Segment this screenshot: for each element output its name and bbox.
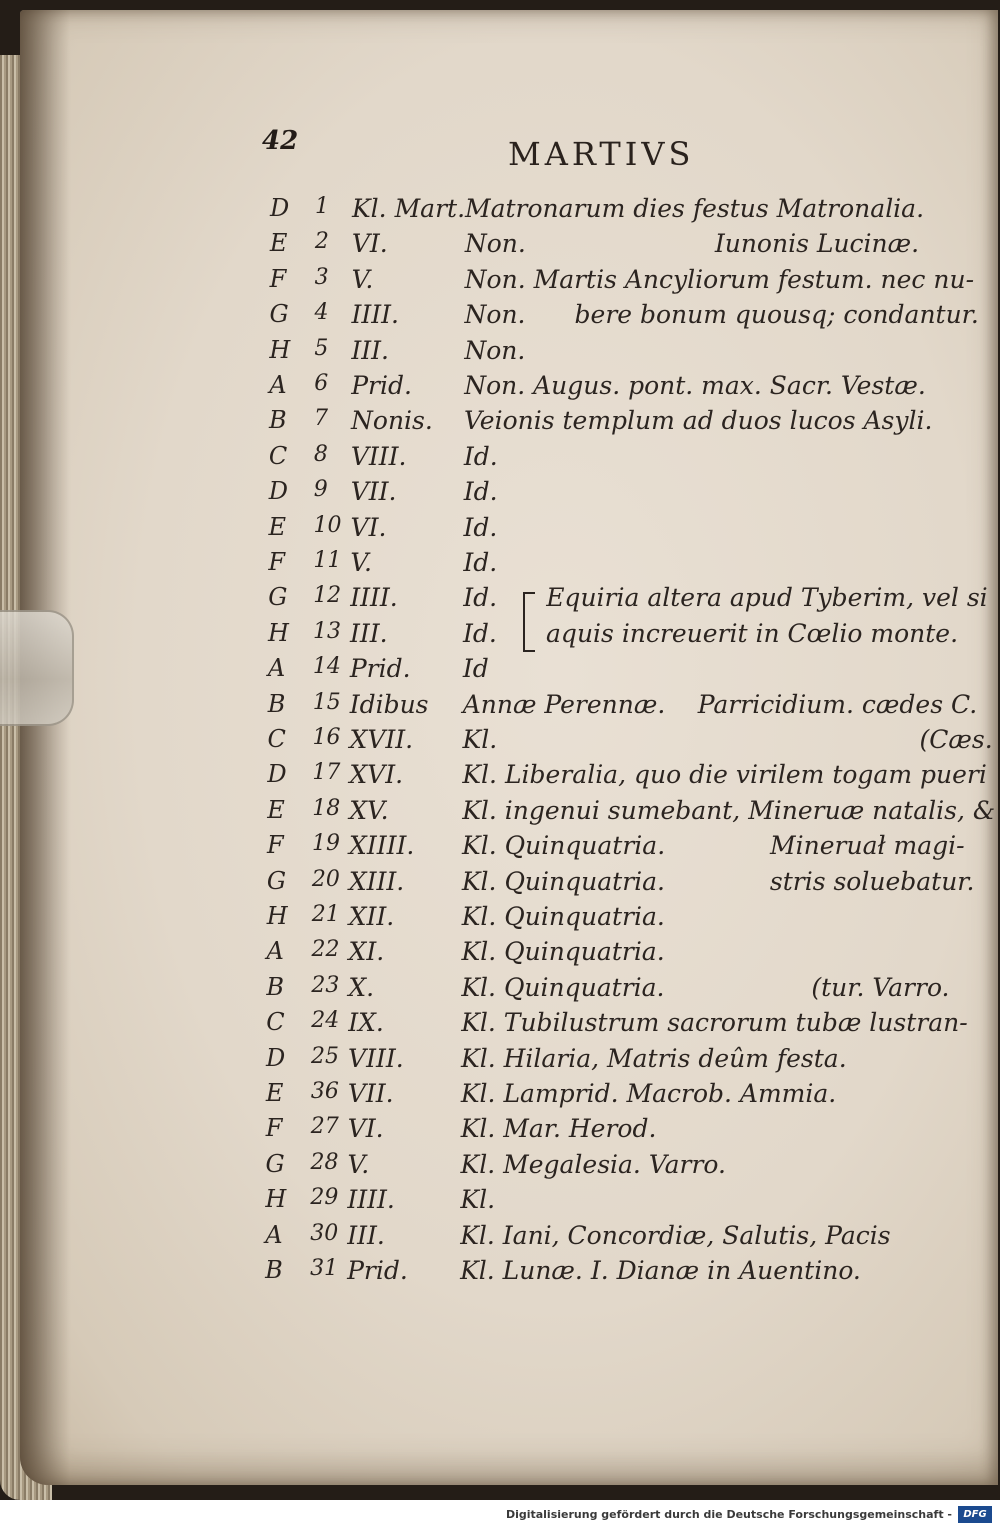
- roman-date: VI.: [347, 1114, 384, 1144]
- festival-note: Veionis templum ad duos lucos Asyli.: [464, 406, 933, 436]
- calendar-row: [0, 1043, 996, 1080]
- roman-date: IIII.: [351, 300, 399, 330]
- dominical-letter: D: [266, 1043, 286, 1072]
- roman-date: VI.: [351, 229, 388, 259]
- calendar-row: [0, 373, 999, 407]
- festival-note: Id.: [463, 441, 498, 471]
- roman-date: XIIII.: [349, 831, 415, 861]
- day-number: 19: [312, 831, 341, 857]
- roman-date: XV.: [349, 795, 389, 825]
- calendar-row: [0, 231, 1000, 265]
- roman-date: III.: [350, 618, 388, 648]
- calendar-row: [0, 1116, 996, 1150]
- festival-note-extra: Parricidium. cædes C.: [697, 689, 978, 719]
- festival-note: Kl. Hilaria, Matris deûm festa.: [461, 1043, 847, 1073]
- dominical-letter: A: [265, 1220, 283, 1249]
- calendar-row: [0, 1220, 995, 1257]
- dominical-letter: C: [268, 441, 288, 470]
- calendar-row: [0, 656, 998, 690]
- dominical-letter: D: [270, 194, 290, 222]
- festival-note: Non.: [464, 229, 526, 259]
- roman-date: XII.: [348, 902, 395, 931]
- day-number: 20: [311, 866, 340, 892]
- day-number: 4: [314, 300, 329, 326]
- festival-note: Id.: [463, 512, 498, 542]
- festival-note-extra: Equiria altera apud Tyberim, vel si: [546, 583, 988, 613]
- day-number: 13: [313, 618, 342, 644]
- festival-note: Id.: [463, 618, 497, 648]
- day-number: 6: [314, 371, 329, 396]
- roman-date: X.: [348, 972, 375, 1002]
- festival-note: Kl. ingenui sumebant, Mineruæ natalis, &: [462, 795, 996, 825]
- day-number: 5: [314, 335, 329, 361]
- dominical-letter: A: [269, 371, 287, 399]
- calendar-row: [0, 972, 996, 1009]
- day-number: 18: [312, 795, 341, 821]
- festival-note: Id: [462, 654, 489, 684]
- calendar-row: [0, 1258, 995, 1292]
- month-title: MARTIVS: [508, 135, 695, 173]
- dominical-letter: H: [268, 618, 289, 647]
- day-number: 9: [313, 477, 328, 503]
- day-number: 3: [314, 264, 329, 290]
- roman-date: Idibus: [349, 689, 429, 719]
- calendar-row: [0, 1149, 996, 1186]
- day-number: 22: [311, 937, 340, 963]
- day-number: 21: [311, 902, 340, 927]
- roman-date: XVII.: [349, 725, 414, 754]
- calendar-row: [0, 264, 1000, 301]
- day-number: 31: [310, 1256, 339, 1281]
- day-number: 10: [313, 512, 342, 538]
- festival-note: Kl. Megalesia. Varro.: [460, 1149, 726, 1179]
- festival-note: Kl. Quinquatria.: [461, 937, 665, 967]
- roman-date: VII.: [350, 477, 397, 507]
- day-number: 15: [312, 689, 341, 715]
- dominical-letter: A: [266, 937, 284, 966]
- calendar-row: [0, 1010, 996, 1044]
- dominical-letter: H: [265, 1185, 287, 1214]
- roman-date: IIII.: [350, 583, 398, 613]
- day-number: 29: [310, 1185, 339, 1211]
- day-number: 36: [310, 1079, 339, 1104]
- day-number: 12: [313, 583, 342, 609]
- festival-note: Id.: [463, 583, 498, 613]
- festival-note: Kl. Quinquatria.: [461, 972, 665, 1002]
- roman-date: IIII.: [347, 1185, 395, 1215]
- festival-note: Kl. Mar. Herod.: [460, 1114, 657, 1144]
- calendar-row: [0, 866, 997, 903]
- festival-note: Id.: [463, 477, 498, 507]
- dominical-letter: G: [269, 300, 289, 329]
- dominical-letter: B: [265, 1256, 283, 1284]
- festival-note-extra: Iunonis Lucinæ.: [714, 229, 920, 259]
- day-number: 16: [312, 725, 341, 750]
- dominical-letter: F: [268, 548, 286, 576]
- festival-note: Kl. Liberalia, quo die virilem togam pueri: [462, 760, 987, 790]
- dominical-letter: A: [267, 654, 286, 683]
- roman-date: Kl. Mart.: [352, 194, 466, 223]
- roman-date: Prid.: [349, 654, 411, 684]
- festival-note: Kl. Quinquatria.: [461, 866, 665, 896]
- calendar-row: [0, 408, 999, 442]
- festival-note: Non.: [464, 300, 526, 330]
- festival-note-extra: aquis increuerit in Cœlio monte.: [546, 618, 959, 648]
- dominical-letter: D: [268, 477, 288, 506]
- day-number: 30: [310, 1220, 339, 1246]
- festival-note-extra: (Cæs.: [919, 725, 993, 754]
- dominical-letter: G: [266, 866, 287, 895]
- festival-note-extra: stris soluebatur.: [769, 866, 975, 896]
- dominical-letter: B: [267, 689, 286, 718]
- festival-note-extra: bere bonum quousq; condantur.: [574, 300, 979, 330]
- dominical-letter: E: [265, 1079, 284, 1107]
- festival-note: Kl. Lamprid. Macrob. Ammia.: [460, 1079, 837, 1108]
- calendar-row: [0, 795, 997, 832]
- roman-date: XIII.: [348, 866, 405, 896]
- day-number: 14: [312, 654, 341, 680]
- dominical-letter: F: [267, 831, 284, 860]
- calendar-row: [0, 585, 998, 619]
- calendar-row: [0, 512, 999, 549]
- roman-date: III.: [347, 1220, 385, 1250]
- day-number: 7: [314, 406, 329, 432]
- roman-date: Prid.: [347, 1256, 408, 1285]
- roman-date: IX.: [348, 1008, 384, 1038]
- dominical-letter: B: [266, 972, 285, 1001]
- festival-note: Kl. Quinquatria.: [461, 902, 665, 931]
- dominical-letter: F: [265, 1114, 283, 1143]
- dominical-letter: B: [269, 406, 287, 435]
- roman-date: Nonis.: [351, 406, 433, 436]
- dominical-letter: C: [267, 725, 286, 753]
- calendar-row: [0, 479, 999, 513]
- dominical-letter: G: [268, 583, 288, 612]
- dominical-letter: H: [269, 335, 291, 364]
- calendar-row: [0, 1187, 995, 1221]
- roman-date: V.: [351, 264, 374, 294]
- roman-date: V.: [347, 1149, 370, 1179]
- festival-note-extra: Mineruał magi-: [770, 831, 965, 861]
- dominical-letter: E: [268, 512, 287, 541]
- festival-note: Kl. Quinquatria.: [462, 831, 666, 861]
- calendar-row: [0, 1081, 996, 1115]
- roman-date: VI.: [350, 512, 387, 542]
- calendar-row: [0, 196, 1000, 230]
- dominical-letter: H: [266, 902, 288, 930]
- calendar-row: [0, 904, 997, 938]
- calendar-row: [0, 550, 998, 584]
- roman-date: XVI.: [349, 760, 404, 790]
- funding-credit: Digitalisierung gefördert durch die Deutsche Forschungsgemeinschaft -: [505, 1508, 952, 1521]
- dominical-letter: D: [267, 760, 287, 789]
- dominical-letter: G: [265, 1149, 285, 1178]
- calendar-row: [0, 441, 999, 478]
- day-number: 2: [314, 229, 329, 255]
- calendar-row: [0, 335, 999, 372]
- dominical-letter: E: [267, 795, 285, 824]
- day-number: 27: [310, 1114, 339, 1140]
- day-number: 17: [312, 760, 341, 786]
- day-number: 28: [310, 1149, 339, 1175]
- festival-note: Non.: [464, 335, 526, 365]
- roman-date: VIII.: [348, 1043, 404, 1073]
- day-number: 23: [311, 972, 340, 998]
- footer-bar: [0, 1500, 1000, 1529]
- festival-note: Annæ Perennæ.: [462, 689, 666, 719]
- roman-date: Prid.: [351, 371, 412, 400]
- festival-note-extra: (tur. Varro.: [811, 972, 950, 1002]
- festival-note: Non. Augus. pont. max. Sacr. Vestæ.: [464, 371, 926, 400]
- roman-date: VIII.: [350, 441, 407, 471]
- festival-note: Matronarum dies festus Matronalia.: [465, 194, 925, 223]
- festival-note: Kl. Iani, Concordiæ, Salutis, Pacis: [460, 1220, 891, 1250]
- dominical-letter: E: [269, 229, 288, 258]
- calendar-row: [0, 939, 997, 973]
- dominical-letter: C: [266, 1008, 285, 1037]
- bracket-mark: [523, 592, 535, 652]
- festival-note: Kl.: [460, 1185, 496, 1215]
- roman-date: XI.: [348, 937, 385, 967]
- roman-date: III.: [351, 335, 389, 365]
- calendar-row: [0, 689, 998, 726]
- roman-date: V.: [350, 548, 372, 577]
- day-number: 1: [315, 194, 329, 219]
- calendar-row: [0, 618, 998, 655]
- calendar-row: [0, 833, 997, 867]
- calendar-row: [0, 762, 997, 796]
- festival-note: Non. Martis Ancyliorum festum. nec nu-: [464, 264, 975, 294]
- day-number: 25: [311, 1043, 340, 1069]
- festival-note: Kl. Tubilustrum sacrorum tubæ lustran-: [461, 1008, 968, 1038]
- festival-note: Id.: [463, 548, 498, 577]
- day-number: 24: [311, 1008, 340, 1034]
- festival-note: Kl.: [462, 725, 498, 754]
- page-number: 42: [262, 126, 299, 156]
- day-number: 11: [313, 548, 342, 573]
- festival-note: Kl. Lunæ. I. Dianæ in Auentino.: [460, 1256, 861, 1285]
- calendar-row: [0, 727, 998, 761]
- roman-date: VII.: [347, 1079, 394, 1108]
- day-number: 8: [313, 441, 328, 467]
- calendar-row: [0, 302, 1000, 336]
- dfg-logo: DFG: [958, 1506, 992, 1523]
- dominical-letter: F: [269, 264, 287, 293]
